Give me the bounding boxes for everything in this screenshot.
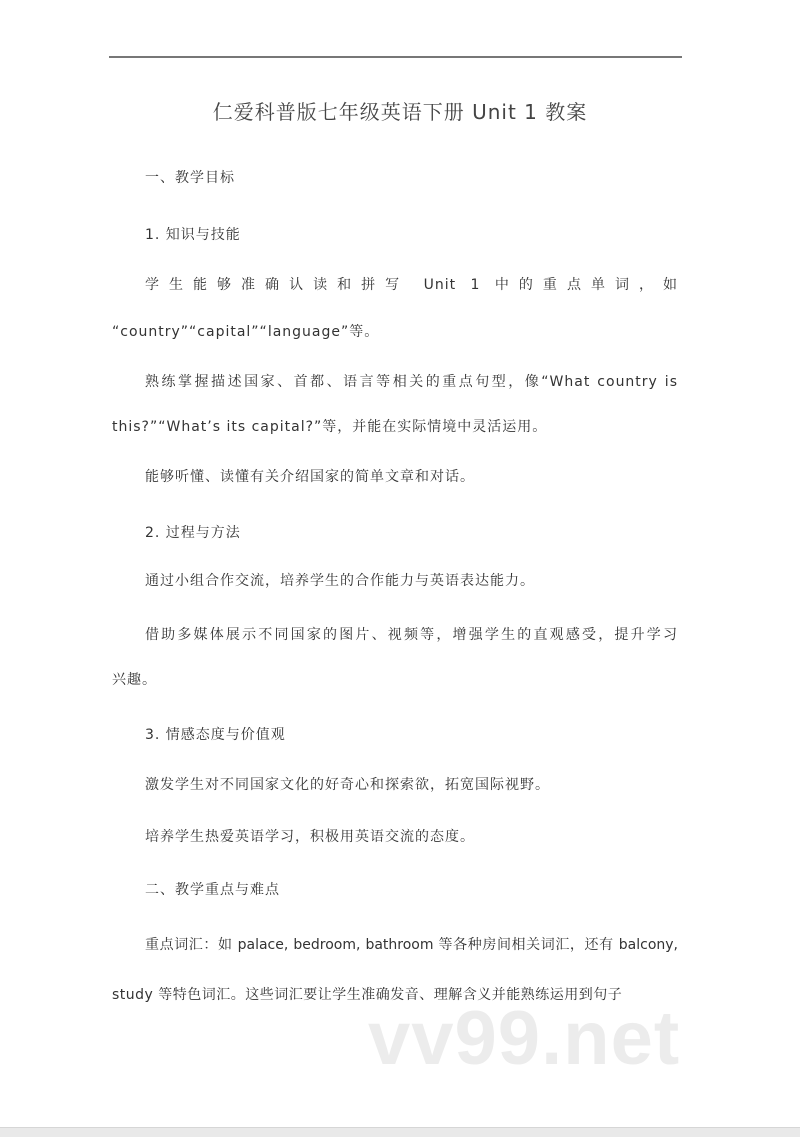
section-heading: 二、教学重点与难点 xyxy=(145,882,280,898)
paragraph-line: 能够听懂、读懂有关介绍国家的简单文章和对话。 xyxy=(145,469,475,485)
header-rule xyxy=(109,56,682,58)
paragraph-line: this?”“What’s its capital?”等，并能在实际情境中灵活运用。 xyxy=(112,419,548,435)
document-title: 仁爱科普版七年级英语下册 Unit 1 教案 xyxy=(212,100,588,124)
paragraph-line: 培养学生热爱英语学习，积极用英语交流的态度。 xyxy=(145,829,475,845)
paragraph-line: 熟练掌握描述国家、首都、语言等相关的重点句型，像“What country is xyxy=(145,374,678,390)
subsection-heading: 3. 情感态度与价值观 xyxy=(145,727,286,743)
section-heading: 一、教学目标 xyxy=(145,170,235,186)
paragraph-line: 通过小组合作交流，培养学生的合作能力与英语表达能力。 xyxy=(145,573,535,589)
paragraph-line: 兴趣。 xyxy=(112,672,157,688)
subsection-heading: 1. 知识与技能 xyxy=(145,227,241,243)
paragraph-line: 学生能够准确认读和拼写 Unit 1 中的重点单词，如 xyxy=(145,277,678,293)
paragraph-line: “country”“capital”“language”等。 xyxy=(112,324,380,340)
subsection-heading: 2. 过程与方法 xyxy=(145,525,241,541)
watermark: vv99.net xyxy=(368,996,681,1081)
paragraph-line: 重点词汇：如 palace, bedroom, bathroom 等各种房间相关词汇，还有 balcony, xyxy=(145,937,678,953)
paragraph-line: 借助多媒体展示不同国家的图片、视频等，增强学生的直观感受，提升学习 xyxy=(145,627,678,643)
paragraph-line: 激发学生对不同国家文化的好奇心和探索欲，拓宽国际视野。 xyxy=(145,777,550,793)
paragraph-line: study 等特色词汇。这些词汇要让学生准确发音、理解含义并能熟练运用到句子 xyxy=(112,987,623,1003)
